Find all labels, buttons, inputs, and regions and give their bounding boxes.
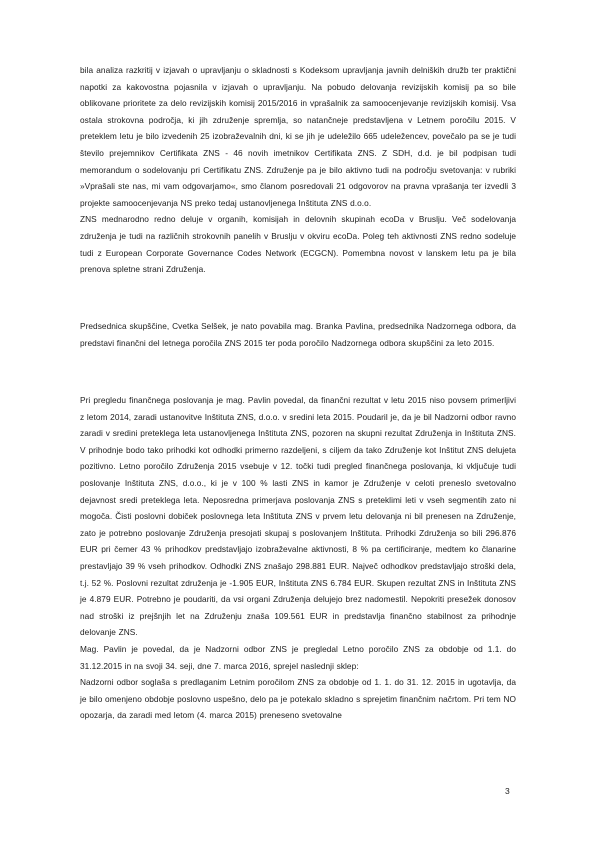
body-paragraph: bila analiza razkritij v izjavah o upravljanju o skladnosti s Kodeksom upravljanja javnih delniških družb ter praktični napotki za kakovostna pojasnila v izjavah o upravljanju. Na pobudo delovanja revizijskih komisij pa so bile oblikovane prioritete za delo revizijskih komisij 2015/2016 in vprašalnik za samoocenjevanje revizijskih komisij. Vsa ostala strokovna področja, ki jih združenje spremlja, so natančneje predstavljena v Letnem poročilu 2015. V preteklem letu je bilo izvedenih 25 izobraževalnih dni, ki se jih je udeležilo 665 udeležencev, povečalo pa se je tudi število prejemnikov Certifikata ZNS - 46 novih imetnikov Certifikata ZNS. Z SDH, d.d. je bil podpisan tudi memorandum o sodelovanju pri Certifikatu ZNS. Združenje pa je bilo aktivno tudi na področju svetovanja: v rubriki »Vprašali ste nas, mi vam odgovarjamo«, smo članom posredovali 21 odgovorov na pravna vprašanja ter izvedli 3 projekte samoocenjevanja NS preko tedaj ustanovljenega Inštituta ZNS d.o.o. bbox=[80, 65, 516, 208]
page-number: 3 bbox=[505, 786, 510, 796]
body-paragraph: Mag. Pavlin je povedal, da je Nadzorni odbor ZNS je pregledal Letno poročilo ZNS za obdobje od 1.1. do 31.12.2015 in na svoji 34. seji, dne 7. marca 2016, sprejel naslednji sklep: bbox=[80, 643, 516, 671]
body-paragraph: Predsednica skupščine, Cvetka Selšek, je nato povabila mag. Branka Pavlina, predsednika Nadzornega odbora, da predstavi finančni del letnega poročila ZNS 2015 ter poda poročilo Nadzornega odbora skupščini za leto 2015. bbox=[80, 321, 516, 348]
body-paragraph: ZNS mednarodno redno deluje v organih, komisijah in delovnih skupinah ecoDa v Bruslju. Več sodelovanja združenja je tudi na različnih strokovnih panelih v Bruslju v okviru ecoDa. Poleg teh aktivnosti ZNS redno sodeluje tudi z European Corporate Governance Codes Network (ECGCN). Pomembna novost v lanskem letu pa je bila prenova spletne strani Združenja. bbox=[80, 214, 516, 275]
body-paragraph: Pri pregledu finančnega poslovanja je mag. Pavlin povedal, da finančni rezultat v letu 2015 niso povsem primerljivi z letom 2014, zaradi ustanovitve Inštituta ZNS, d.o.o. v sredini leta 2015. Poudaril je, da je bil Nadzorni odbor ravno zaradi v sredini preteklega leta ustanovljenega Inštituta ZNS, pozoren na skupni rezultat Združenja in Inštituta ZNS. V prihodnje bodo tako prihodki kot odhodki primerno razdeljeni, s ciljem da tako Združenje kot Inštitut ZNS delujeta pozitivno. Letno poročilo Združenja 2015 vsebuje v 12. točki tudi pregled finančnega poslovanja, ki vključuje tudi poslovanje Inštituta ZNS, d.o.o., ki je v 100 % lasti ZNS in kamor je Združenje v celoti preneslo svetovalno dejavnost sredi preteklega leta. Neposredna primerjava poslovanja ZNS s preteklimi leti v vseh segmentih zato ni mogoča. Čisti poslovni dobiček poslovnega leta Inštituta ZNS v prvem letu delovanja ni bil prenesen na Združenje, zato je potrebno poslovanje Združenja presojati skupaj s poslovanjem Inštituta. Prihodki Združenja so bili 296.876 EUR pri čemer 43 % prihodkov predstavljajo izobraževalne aktivnosti, 8 % pa certificiranje, medtem ko članarine prestavljajo 39 % vseh prihodkov. Odhodki ZNS znašajo 298.881 EUR. Največ odhodkov predstavljajo stroški dela, t.j. 52 %. Poslovni rezultat združenja je -1.905 EUR, Inštituta ZNS 6.784 EUR. Skupen rezultat ZNS in Inštituta ZNS je 4.879 EUR. Potrebno je poudariti, da vsi organi Združenja delujejo brez nadomestil. Nepokriti presežek donosov nad stroški iz prejšnjih let na Združenju znaša 109.561 EUR in predstavlja finančno stabilnost za prihodnje delovanje ZNS. bbox=[80, 395, 516, 638]
body-section-1 bbox=[80, 62, 516, 278]
body-section-3 bbox=[80, 392, 516, 724]
body-paragraph: Nadzorni odbor soglaša s predlaganim Letnim poročilom ZNS za obdobje od 1. 1. do 31. 12. 2015 in ugotavlja, da je bilo omenjeno obdobje poslovno uspešno, delo pa je potekalo skladno s sprejetim finančnim načrtom. Pri tem NO opozarja, da zaradi med letom (4. marca 2015) preneseno svetovalne bbox=[80, 677, 516, 721]
body-section-2 bbox=[80, 318, 516, 351]
